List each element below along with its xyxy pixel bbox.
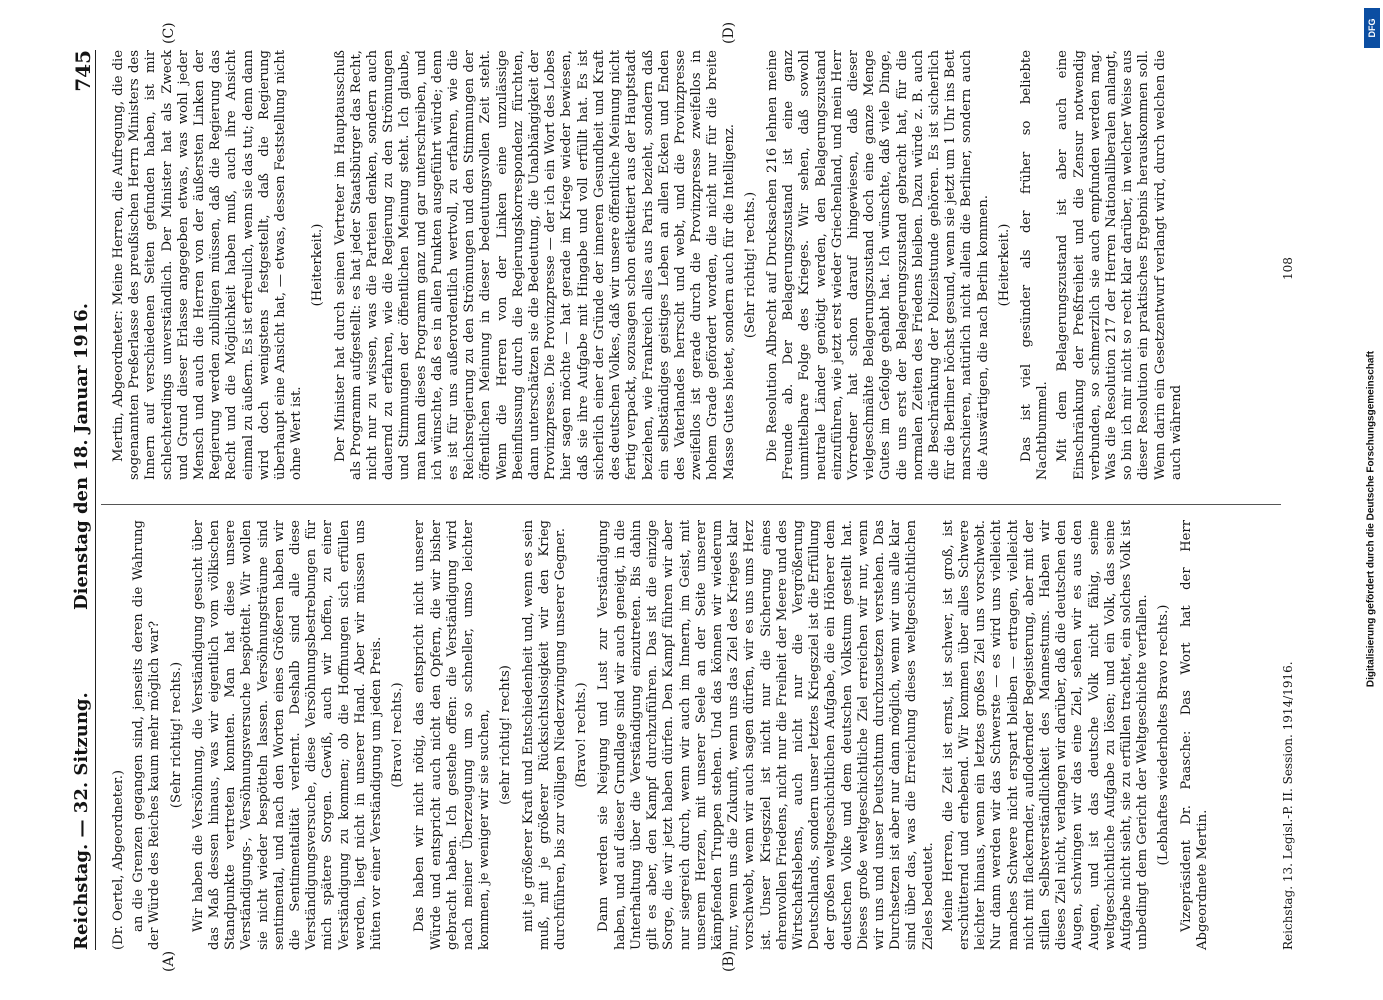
margin-mark-b: (B) [721,950,737,972]
interjection: (Sehr richtig! rechts.) [742,191,758,339]
paragraph: Vizepräsident Dr. Paasche: Das Wort hat der Herr Abgeordnete Mertin. [1178,520,1210,950]
left-text-column [111,520,1215,950]
interjection: (Bravo! rechts.) [574,682,590,788]
header-session: Reichstag. — 32. Sitzung. [71,692,92,950]
digitization-note [1363,54,1379,984]
page-number: 745 [71,50,95,92]
paragraph: Das haben wir nicht nötig, das entspricht nicht unserer Würde und entspricht auch nicht den Opfern, die wir bisher gebracht haben. Ich gestehe offen: die Verständigung wird nach meiner Überzeugung um so schneller, umso leichter kommen, je weniger wir sie suchen, [412,520,493,950]
paragraph: mit je größerer Kraft und Entschiedenheit und, wenn es sein muß, mit je größerer Rücksichtslosigkeit wir den Krieg durchführen, bis zur völligen Niederzwingung unserer Gegner. [520,520,569,950]
paragraph: Meine Herren, die Zeit ist ernst, ist schwer, ist groß, ist erschütternd und erhebend. Wir kommen über alles Schwere leichter hinaus, wenn ein letztes großes Ziel uns vorschwebt. Nur dann werden wir das Schwerste — es wird uns vielleicht manches Schwere nicht erspart bleiben — ertragen, vielleicht nicht mit flackernder, auflodernder Begeisterung, aber mit der stillen Selbstverständlichkeit des Mannestums. Haben wir dieses Ziel nicht, verlangen wir darüber, daß die deutschen den Augen, schwingen wir das eine Ziel, sehen wir es aus den Augen, und ist das deutsche Volk nicht fähig, seine weltgeschichtliche Aufgabe zu lösen; und ein Volk, das seine Aufgabe nicht sieht, sie zu erfüllen trachtet, ein solches Volk ist unbedingt dem Gericht der Weltgeschichte verfallen. [940,520,1151,950]
interjection: (Heiterkeit.) [996,223,1012,307]
interjection: (Bravo! rechts.) [390,682,406,788]
column-divider [101,504,1281,505]
interjection: (Sehr richtig! rechts.) [168,661,184,809]
right-text-column [111,50,1189,480]
paragraph: Das ist viel gesünder als der früher so beliebte Nachtbummel. [1018,50,1051,480]
page-header [69,50,96,950]
margin-mark-d: (D) [721,21,737,44]
paragraph: an die Grenzen gegangen sind, jenseits deren die Wahrung der Würde des Reiches kaum mehr möglich war? [131,520,163,950]
interjection: (Lebhaftes wiederholtes Bravo rechts.) [1156,604,1172,866]
paragraph: Der Minister hat durch seinen Vertreter im Hauptausschuß als Programm aufgestellt: es hat jeder Staatsbürger das Recht, nicht nur zu wissen, was die Parteien denken, sondern auch dauernd zu erfahren, wie die Regierung zu den Strömungen und Stimmungen der öffentlichen Meinung steht. Ich glaube, man kann dieses Programm ganz und gar unterschreiben, und ich wünschte, daß es in allen Punkten ausgeführt würde; denn es ist für uns außerordentlich wertvoll, zu erfahren, wie die Reichsregierung zu den Strömungen und den Stimmungen der öffentlichen Meinung in dieser bedeutungsvollen Zeit steht. Wenn die Herren von der Linken eine unzulässige Beeinflussung durch die Regierungskorrespondenz fürchten, dann unterschätzen sie die Bedeutung, die Unabhängigkeit der Provinzpresse. Die Provinzpresse — der ich ein Wort des Lobes hier sagen möchte — hat gerade im Kriege wieder bewiesen, daß sie ihre Aufgabe mit Hingabe und voll erfüllt hat. Es ist sicherlich einer der Gründe der inneren Gesundheit und Kraft des deutschen Volkes, daß wir unsere öffentliche Meinung nicht fertig verpackt, sozusagen schon etikettiert aus der Hauptstadt beziehen, wie Frankreich alles aus Paris bezieht, sondern daß ein selbständiges geistiges Leben an allen Ecken und Enden des Vaterlandes herrscht und webt, und die Provinzpresse zweifellos ist gerade durch die Provinzpresse zweifellos in hohem Grade gefördert worden, die nicht nur für die breite Masse Gutes bietet, sondern auch für die Intelligenz. [332,50,737,480]
speaker-line: (Dr. Oertel, Abgeordneter.) [111,769,126,950]
paragraph: Dann werden sie Neigung und Lust zur Verständigung haben, und auf dieser Grundlage sind wir auch geneigt, in die Unterhaltung über die Verständigung einzutreten. Bis dahin gilt es aber, den Kampf durchzuführen. Das ist die einzige Sorge, die wir jetzt haben dürfen. Den Kampf führen wir aber nur siegreich durch, wenn wir auch im Innern, im Geist, mit unserem Herzen, mit unserer Seele an der Seite unserer kämpfenden Truppen stehen. Und das können wir wiederum nur, wenn uns die Zukunft, wenn uns das Ziel des Krieges klar vorschwebt, wenn wir auch sagen dürfen, wir es uns ums Herz ist. Unser Kriegsziel ist nicht nur die Sicherung eines ehrenvollen Friedens, nicht nur die Freiheit der Meere und des Wirtschaftslebens, auch nicht nur die Vergrößerung Deutschlands, sondern unser letztes Kriegsziel ist die Erfüllung der großen weltgeschichtlichen Aufgabe, die ein Höherer dem deutschen Volke und dem deutschen Volkstum gestellt hat. Dieses große weltgeschichtliche Ziel erreichen wir nur, wenn wir uns und unser Deutschtum durchzusetzen verstehen. Das Durchsetzen ist aber nur dann möglich, wenn wir uns alle klar sind über das, was die Erreichung dieses weltgeschichtlichen Zieles bedeutet. [596,520,936,950]
footer-sheet-number: 108 [1281,257,1295,280]
paragraph: Wir haben die Versöhnung, die Verständigung gesucht über das Maß dessen hinaus, was wir eigentlich vom völkischen Standpunkte vertreten konnten. Man hat diese unsere Verständigungs-, Versöhnungsversuche bespöttelt. Wir wollen sie nicht wieder bespötteln lassen. Versöhnungsträume sind sentimental, und nach den Worten eines Größeren haben wir die Sentimentalität verlernt. Deshalb sind alle diese Verständigungsversuche, diese Versöhnungsbestrebungen für mich spätere Sorgen. Gewiß, auch wir hoffen, zu einer Verständigung zu kommen; ob die Hoffnungen sich erfüllen werden, liegt nicht in unserer Hand. Aber wir müssen uns hüten vor einer Verständigung um jeden Preis. [190,520,385,950]
interjection: (sehr richtig! rechts) [498,665,514,805]
paragraph: Die Resolution Albrecht auf Drucksachen 216 lehnen meine Freunde ab. Der Belagerungszustand ist eine ganz unmittelbare Folge des Krieges. Wir sehen, daß sowohl neutrale Länder genötigt werden, den Belagerungszustand einzuführen, wie jetzt erst wieder Griechenland, und mein Herr Vorredner hat schon darauf hingewiesen, daß dieser vielgeschmähte Belagerungszustand doch eine ganze Menge Gutes im Gefolge gehabt hat. Ich wünschte, daß viele Dinge, die uns erst der Belagerungszustand gebracht hat, für die normalen Zeiten des Friedens bleiben. Dazu würde z. B. auch die Beschränkung der Polizeistunde gehören. Es ist sicherlich für die Berliner höchst gesund, wenn sie jetzt um 1 Uhr ins Bett marschieren, natürlich nicht allein die Berliner, sondern auch die Auswärtigen, die nach Berlin kommen. [764,50,991,480]
margin-mark-a: (A) [161,950,177,972]
header-date: Dienstag den 18. Januar 1916. [71,302,92,610]
dfg-logo: DFG [1364,8,1380,48]
interjection: (Heiterkeit.) [310,223,326,307]
footer-session-info: Reichstag. 13. Legisl.-P. II. Session. 1914/1916. [1281,661,1295,950]
margin-mark-c: (C) [161,22,177,44]
paragraph: Mertin, Abgeordneter: Meine Herren, die Aufregung, die die sogenannten Preßerlasse des preußischen Herrn Ministers des Innern auf verschiedenen Seiten gefunden haben, ist mir schlechterdings unverständlich. Der Minister hat als Zweck und Grund dieser Erlasse angegeben etwas, was wohl jeder Mensch und auch die Herren von der äußersten Linken der Regierung werden zubilligen müssen, daß die Regierung das Recht und die Möglichkeit haben muß, auch ihre Ansicht einmal zu äußern. Es ist erfreulich, wenn sie das tut; denn dann wird doch wenigstens festgestellt, daß die Regierung überhaupt eine Ansicht hat, — etwas, dessen Feststellung nicht ohne Wert ist. [111,50,305,480]
digitization-note-text: Digitalisierung gefördert durch die Deutsche Forschungsgemeinschaft [1365,350,1377,688]
rotated-newspaper-page [41,20,1341,980]
paragraph: Mit dem Belagerungszustand ist aber auch eine Einschränkung der Preßfreiheit und die Zensur notwendig verbunden, so schmerzlich sie auch empfunden werden mag. Was die Resolution 217 der Herren Nationalliberalen anlangt, so bin ich mir nicht so recht klar darüber, in welcher Weise aus dieser Resolution ein praktisches Ergebnis herauskommen soll. Wenn darin ein Gesetzentwurf verlangt wird, durch welchen die auch während [1055,50,1184,480]
